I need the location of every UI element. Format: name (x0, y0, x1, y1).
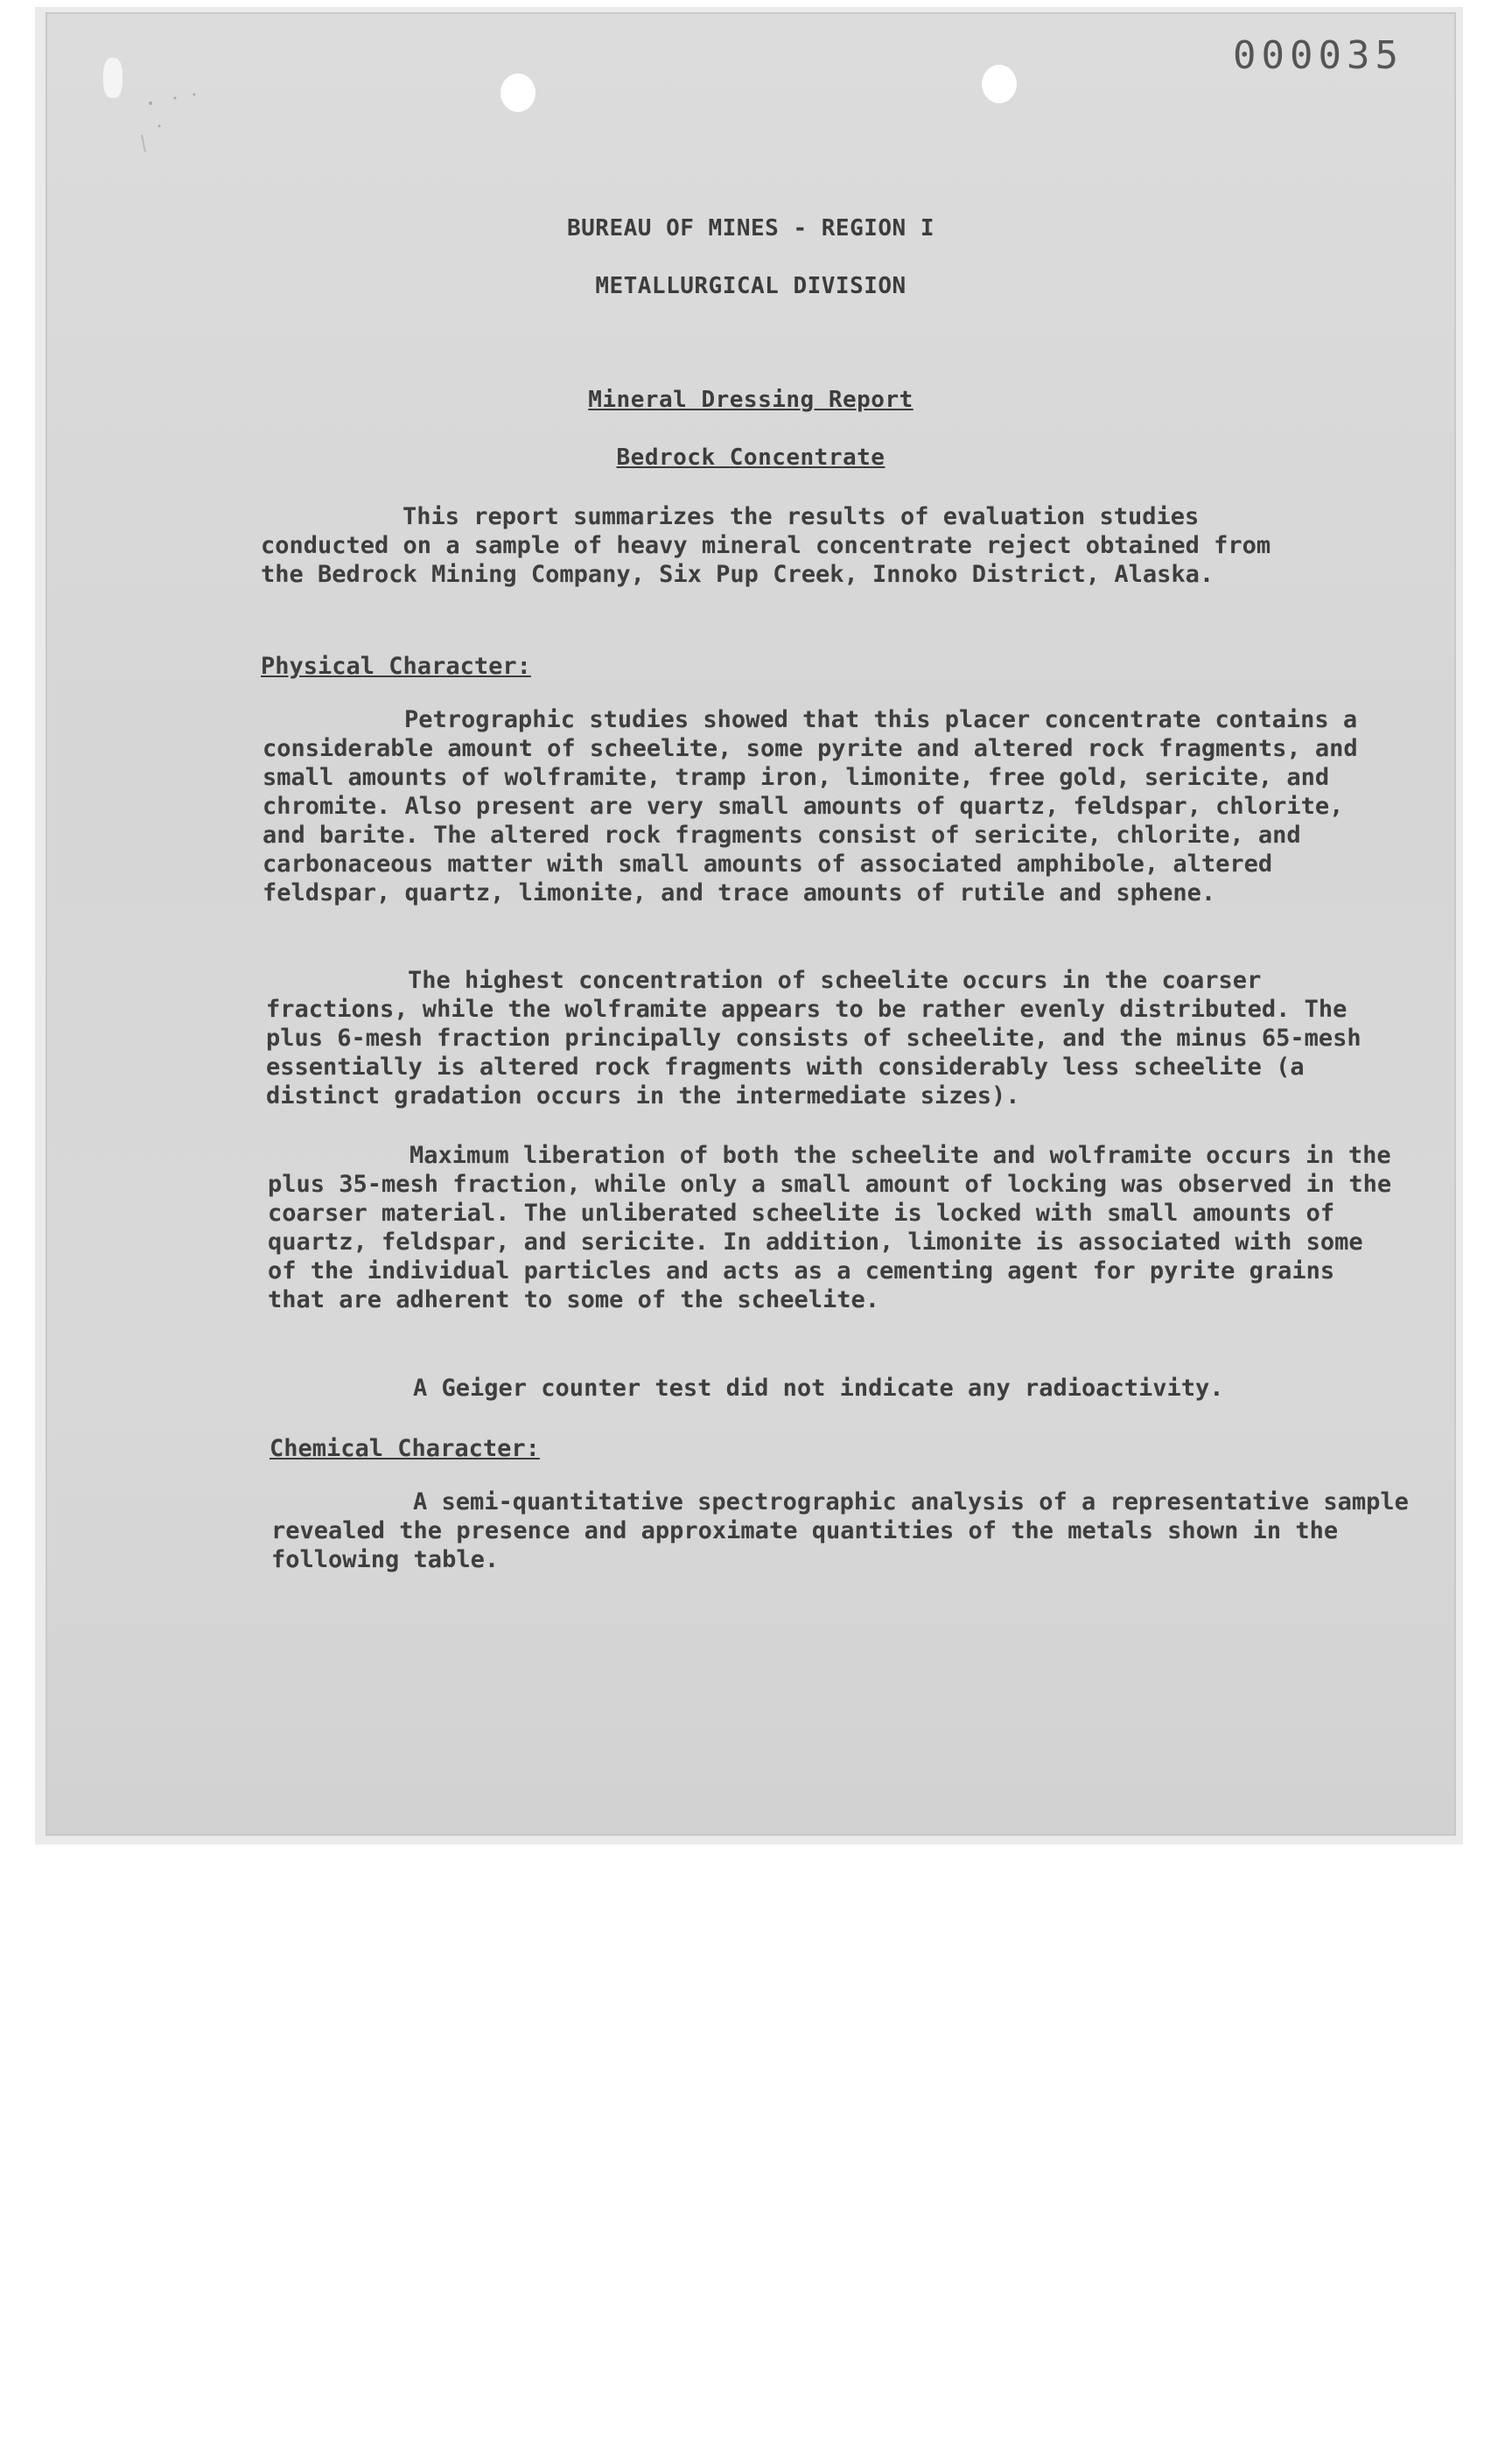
punch-hole (500, 74, 536, 112)
scan-specks-decoration (133, 91, 238, 161)
chemical-character-title: Chemical Character: (270, 1435, 540, 1462)
punch-hole (103, 58, 122, 98)
geiger-paragraph: A Geiger counter test did not indicate any radioactivity. (413, 1375, 1224, 1402)
intro-paragraph: This report summarizes the results of evaluation studies conducted on a sample of heavy mineral concentrate reject obtained from the Bedrock Mining Company, Six Pup Creek, Innoko District, Alaska. (261, 503, 1285, 588)
scheelite-concentration-paragraph: The highest concentration of scheelite occurs in the coarser fractions, while the wolframite appears to be rather evenly distributed. The plus 6-mesh fraction principally consists of scheelite, and the minus 65-mesh essentially is altered rock fragments with considerably less scheelite (a distinct gradation occurs in the intermediate sizes). (266, 967, 1376, 1110)
petrographic-paragraph: Petrographic studies showed that this placer concentrate contains a considerable amount of scheelite, some pyrite and altered rock fragments, and small amounts of wolframite, tramp iron, limonite, free gold, sericite, and chromite. Also present are very small amounts of quartz, feldspar, chlorite, and barite. The altered rock fragments consist of sericite, chlorite, and carbonaceous matter with small amounts of associated amphibole, altered feldspar, quartz, limonite, and trace amounts of rutile and sphene. (262, 706, 1372, 906)
division-heading: METALLURGICAL DIVISION (595, 273, 906, 299)
document-page (46, 12, 1456, 1836)
bureau-heading: BUREAU OF MINES - REGION I (567, 215, 934, 242)
spectrographic-paragraph: A semi-quantitative spectrographic analysis of a representative sample revealed the presence and approximate quantities of the metals shown in the following table. (271, 1488, 1424, 1573)
report-title: Mineral Dressing Report (588, 387, 914, 413)
physical-character-title: Physical Character: (261, 653, 531, 680)
punch-hole (982, 65, 1017, 103)
page-number: 000035 (1233, 33, 1404, 78)
report-subtitle: Bedrock Concentrate (616, 444, 886, 471)
liberation-paragraph: Maximum liberation of both the scheelite and wolframite occurs in the plus 35-mesh fraction, while only a small amount of locking was observed in the coarser material. The unliberated scheelite is locked with small amounts of quartz, feldspar, and sericite. In addition, limonite is associated with some of the individual particles and acts as a cementing agent for pyrite grains that are adherent to some of the scheelite. (268, 1142, 1406, 1313)
